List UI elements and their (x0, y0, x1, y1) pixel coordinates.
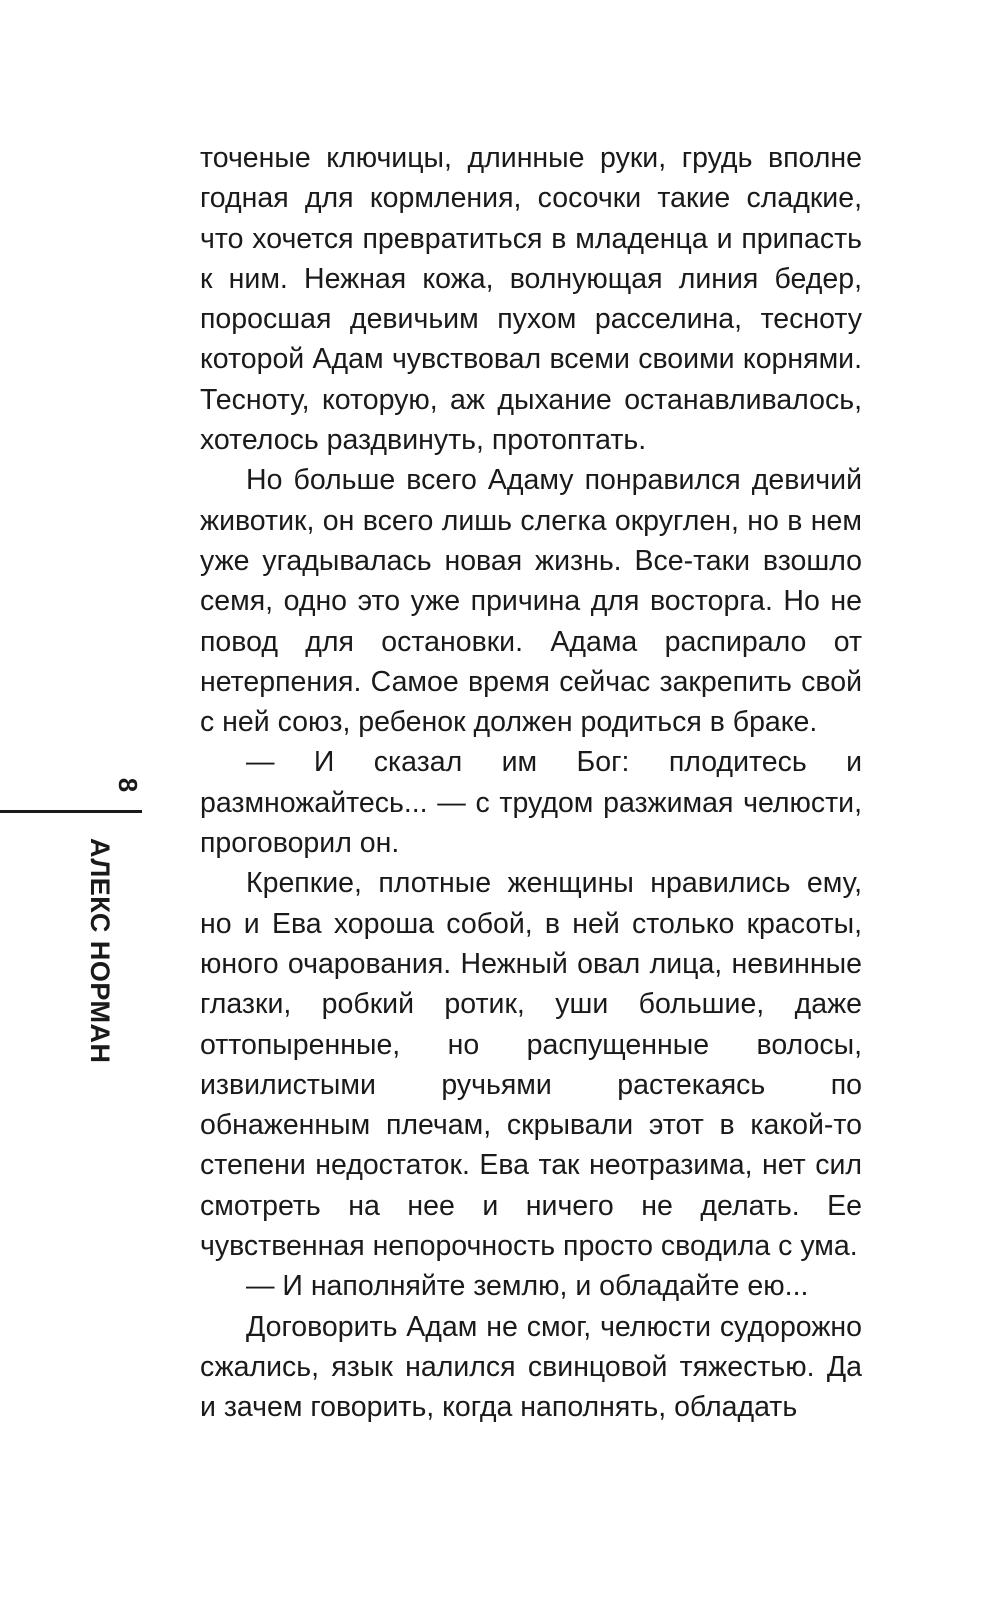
dialog-line-1: — И сказал им Бог: плодитесь и размножайтесь... — с трудом разжимая челюсти, проговорил он. (200, 746, 862, 860)
paragraph-2: Но больше всего Адаму понравился девичий животик, он всего лишь слегка округлен, но в нем уже угадывалась новая жизнь. Все-таки взошло семя, одно это уже причина для восторга. Но не повод для остановки. Адама распирало от нетерпения. Самое время сейчас закрепить свой с ней союз, ребенок должен родиться в браке. (200, 464, 862, 739)
paragraph-4: Договорить Адам не смог, челюсти судорожно сжались, язык налился свинцовой тяжестью. Да и зачем говорить, когда наполнять, обладать (200, 1310, 862, 1424)
dialog-line-2: — И наполняйте землю, и обладайте ею... (246, 1270, 809, 1303)
paragraph-3: Крепкие, плотные женщины нравились ему, но и Ева хороша собой, в ней столько красоты, юного очарования. Нежный овал лица, невинные глазки, робкий ротик, уши большие, даже оттопыренные, но распущенные волосы, извилистыми ручьями растекаясь по обнаженным плечам, скрывали этот в какой-то степени недостаток. Ева так неотразима, нет сил смотреть на нее и ничего не делать. Ее чувственная непорочность просто сводила с ума. (200, 867, 862, 1263)
author-name: АЛЕКС НОРМАН (85, 838, 115, 1064)
paragraph-1: точеные ключицы, длинные руки, грудь вполне годная для кормления, сосочки такие сладкие, что хочется превратиться в младенца и припасть к ним. Нежная кожа, волнующая линия бедер, поросшая девичьим пухом расселина, тесноту которой Адам чувствовал всеми своими корнями. Тесноту, которую, аж дыхание останавливалось, хотелось раздвинуть, протоптать. (200, 142, 862, 457)
page-number: 8 (113, 777, 143, 793)
margin-rule (0, 810, 142, 813)
body-text (200, 138, 862, 1428)
